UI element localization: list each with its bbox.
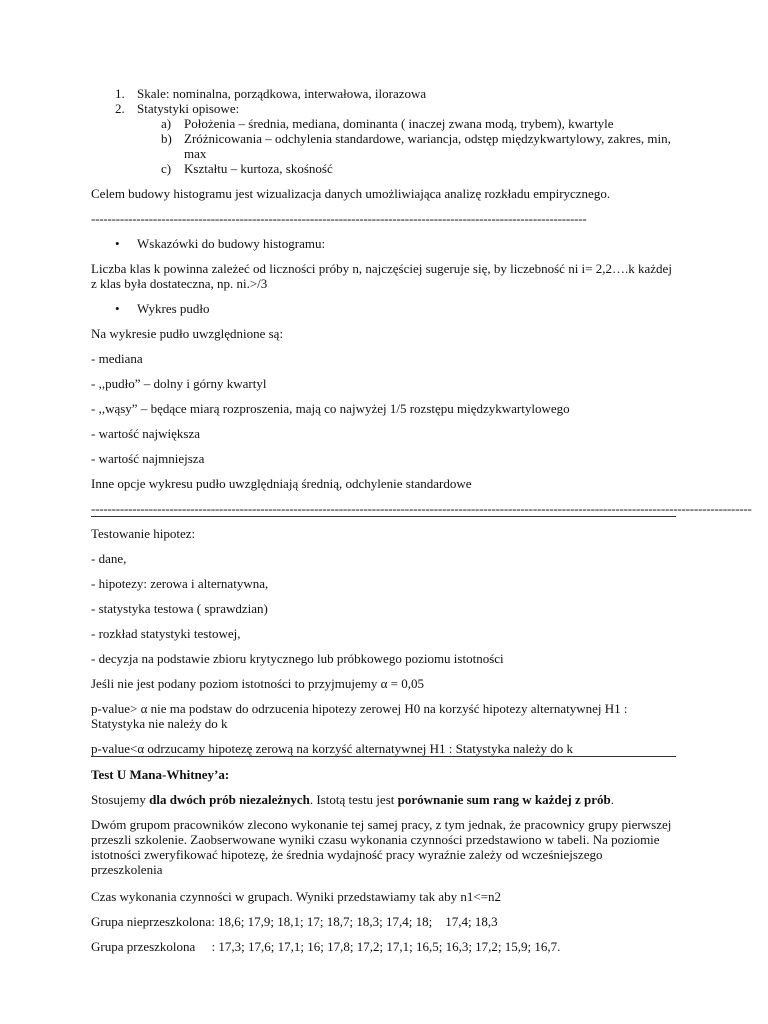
lettered-sublist xyxy=(91,116,676,176)
list-item: c) Kształtu – kurtoza, skośność xyxy=(161,161,333,176)
alpha-paragraph: Jeśli nie jest podany poziom istotności to przyjmujemy α = 0,05 xyxy=(91,676,424,691)
list-item: - ,,wąsy” – będące miarą rozproszenia, mają co najwyżej 1/5 rozstępu międzykwartylowego xyxy=(91,401,570,416)
list-item: 2. Statystyki opisowe: xyxy=(115,101,240,116)
hypothesis-heading: Testowanie hipotez: xyxy=(91,526,196,541)
list-item: a) Położenia – średnia, mediana, dominanta ( inaczej zwana modą, trybem), kwartyle xyxy=(161,116,614,131)
bullet-item: • Wskazówki do budowy histogramu: xyxy=(115,236,326,251)
list-item: - ,,pudło” – dolny i górny kwartyl xyxy=(91,376,267,391)
mann-whitney-task: Dwóm grupom pracowników zlecono wykonanie tej samej pracy, z tym jednak, że pracownicy grupy pierwszej przeszli szkolenie. Zaobserwowane wyniki czasu wykonania czynności przedstawiono w tabeli. Na poziomie istotności zweryfikować hipotezę, że średnia wydajność pracy wyraźnie zależy od wcześniejszego przeszkolenia xyxy=(91,817,672,877)
list-item: - wartość najmniejsza xyxy=(91,451,205,466)
horizontal-rule xyxy=(91,756,676,757)
list-item: - mediana xyxy=(91,351,143,366)
list-item: - hipotezy: zerowa i alternatywna, xyxy=(91,576,269,591)
list-item: - statystyka testowa ( sprawdzian) xyxy=(91,601,268,616)
list-item: - decyzja na podstawie zbioru krytycznego lub próbkowego poziomu istotności xyxy=(91,651,504,666)
mann-whitney-note: Czas wykonania czynności w grupach. Wyniki przedstawiamy tak aby n1<=n2 xyxy=(91,889,502,904)
list-item: - rozkład statystyki testowej, xyxy=(91,626,241,641)
pvalue-paragraph-2: p-value<α odrzucamy hipotezę zerową na korzyść alternatywnej H1 : Statystyka należy do k xyxy=(91,741,573,756)
boxplot-intro: Na wykresie pudło uwzględnione są: xyxy=(91,326,284,341)
mann-whitney-title: Test U Mana-Whitney’a: xyxy=(91,767,230,782)
histogram-paragraph: Celem budowy histogramu jest wizualizacja danych umożliwiająca analizę rozkładu empirycznego. xyxy=(91,186,611,201)
group-trained: Grupa przeszkolona : 17,3; 17,6; 17,1; 16; 17,8; 17,2; 17,1; 16,5; 16,3; 17,2; 15,9; 16,7. xyxy=(91,939,561,954)
numbered-list xyxy=(91,86,676,116)
dash-separator: ------------------------------------------------------------------------------------------------------------------------ xyxy=(91,211,587,226)
list-item: - dane, xyxy=(91,551,127,566)
boxplot-options: Inne opcje wykresu pudło uwzględniają średnią, odchylenie standardowe xyxy=(91,476,472,491)
horizontal-rule xyxy=(91,516,676,517)
dash-separator: ---------------------------------------------------------------------------------------------------------------------------------------------------------------- xyxy=(91,501,752,516)
document-page xyxy=(91,86,752,964)
mann-whitney-intro: Stosujemy dla dwóch prób niezależnych. Istotą testu jest porównanie sum rang w każdej z prób. xyxy=(91,792,614,807)
list-item: - wartość największa xyxy=(91,426,201,441)
bullet-item: • Wykres pudło xyxy=(115,301,210,316)
pvalue-paragraph-1: p-value> α nie ma podstaw do odrzucenia hipotezy zerowej H0 na korzyść hipotezy alternatywnej H1 : Statystyka nie należy do k xyxy=(91,701,628,731)
group-untrained: Grupa nieprzeszkolona: 18,6; 17,9; 18,1; 17; 18,7; 18,3; 17,4; 18; 17,4; 18,3 xyxy=(91,914,498,929)
classes-paragraph: Liczba klas k powinna zależeć od liczności próby n, najczęściej sugeruje się, by liczebność ni i= 2,2….k każdej z klas była dostateczna, np. ni.>/3 xyxy=(91,261,672,291)
list-item: 1. Skale: nominalna, porządkowa, interwałowa, ilorazowa xyxy=(115,86,427,101)
list-item: b) Zróżnicowania – odchylenia standardowe, wariancja, odstęp międzykwartylowy, zakres, min, max xyxy=(161,131,671,161)
